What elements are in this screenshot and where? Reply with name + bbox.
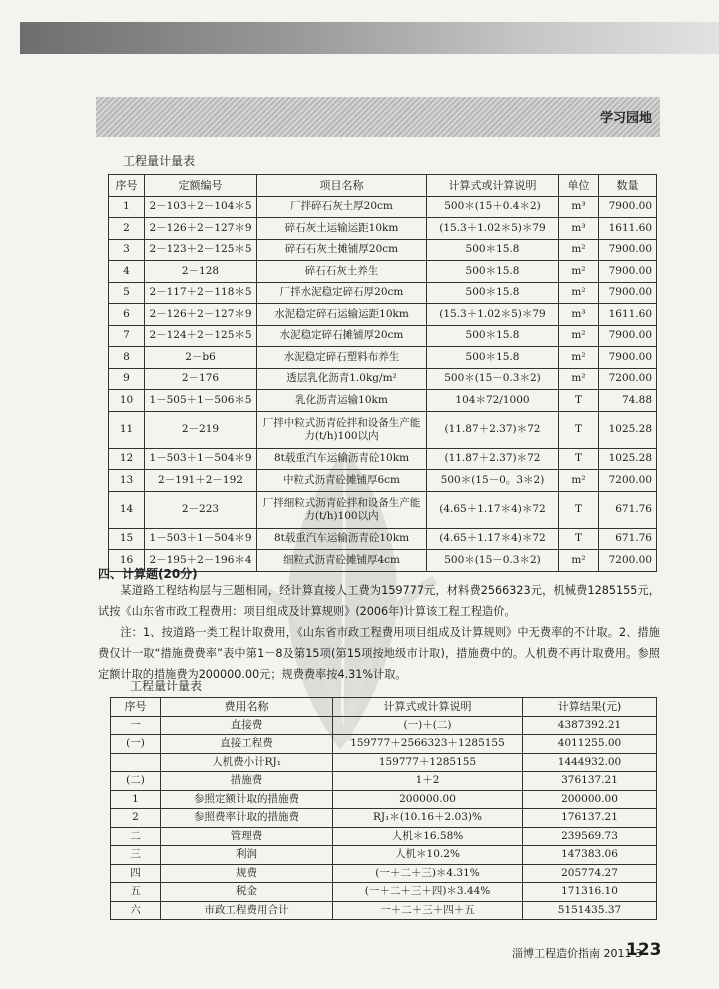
quantity: 7900.00 [599,239,657,261]
quantity: 7200.00 [599,470,657,492]
row-number: 1 [109,196,145,218]
section-heading: 四、计算题(20分) [98,567,198,581]
column-header: 序号 [111,698,161,717]
cost-name: 管理费 [161,827,333,846]
table-row [109,491,657,528]
column-header: 计算结果(元) [523,698,657,717]
formula: 500＊15.8 [427,239,559,261]
table-row [111,901,657,920]
row-number: 四 [111,864,161,883]
table-row [109,282,657,304]
quota-code: 2－219 [145,411,257,448]
table-row [111,735,657,754]
table-row [111,809,657,828]
unit: m² [559,470,599,492]
row-number: 12 [109,448,145,470]
row-number: (一) [111,735,161,754]
table-row [111,883,657,902]
formula: (11.87＋2.37)＊72 [427,411,559,448]
table-row [109,325,657,347]
quota-code: 2－b6 [145,347,257,369]
item-name: 水泥稳定碎石塑料布养生 [257,347,427,369]
result: 4387392.21 [523,716,657,735]
top-gray-band [20,22,719,54]
table-row [109,411,657,448]
cost-name: 税金 [161,883,333,902]
quota-code: 2－126＋2－127＊9 [145,218,257,240]
result: 171316.10 [523,883,657,902]
unit: m² [559,550,599,572]
quantity: 1025.28 [599,411,657,448]
table-row [111,753,657,772]
unit: m³ [559,196,599,218]
problem-paragraph: 某道路工程结构层与三题相同，经计算直接人工费为159777元，材料费2566323元，机械费1285155元，试按《山东省市政工程费用：项目组成及计算规则》(2006年)计算该工程工程造价。 [98,584,660,618]
quantity: 74.88 [599,390,657,412]
table-row [109,368,657,390]
quota-code: 2－191＋2－192 [145,470,257,492]
result: 1444932.00 [523,753,657,772]
row-number [111,753,161,772]
result: 4011255.00 [523,735,657,754]
quota-code: 2－176 [145,368,257,390]
item-name: 碎石石灰土养生 [257,261,427,283]
unit: m² [559,347,599,369]
result: 176137.21 [523,809,657,828]
row-number: 五 [111,883,161,902]
unit: m² [559,282,599,304]
item-name: 乳化沥青运输10km [257,390,427,412]
quantity: 7200.00 [599,368,657,390]
row-number: 三 [111,846,161,865]
column-header: 定额编号 [145,175,257,197]
result: 376137.21 [523,772,657,791]
row-number: 15 [109,528,145,550]
column-header: 项目名称 [257,175,427,197]
row-number: 5 [109,282,145,304]
cost-name: 措施费 [161,772,333,791]
item-name: 厂拌水泥稳定碎石厚20cm [257,282,427,304]
formula: (15.3＋1.02＊5)＊79 [427,218,559,240]
unit: m² [559,261,599,283]
result: 200000.00 [523,790,657,809]
formula: 人机＊10.2% [333,846,523,865]
section-header-band [96,97,660,137]
table-row [111,716,657,735]
unit: T [559,390,599,412]
formula: 500＊15.8 [427,261,559,283]
journal-footer: 淄博工程造价指南 2011·3 [512,947,642,960]
table-row [111,790,657,809]
table-row [109,196,657,218]
unit: m³ [559,304,599,326]
quantity-table [108,174,657,572]
page-number: 123 [626,940,662,960]
quota-code: 2－126＋2－127＊9 [145,304,257,326]
quantity: 7900.00 [599,261,657,283]
quota-code: 1－503＋1－504＊9 [145,448,257,470]
quota-code: 2－223 [145,491,257,528]
item-name: 细粒式沥青砼摊铺厚4cm [257,550,427,572]
table-row [109,390,657,412]
row-number: 一 [111,716,161,735]
quota-code: 2－124＋2－125＊5 [145,325,257,347]
cost-name: 参照费率计取的措施费 [161,809,333,828]
table-row [111,772,657,791]
formula: 500＊(15－0.3＊2) [427,368,559,390]
row-number: 9 [109,368,145,390]
table-row [109,239,657,261]
formula: (4.65＋1.17＊4)＊72 [427,491,559,528]
quantity: 7900.00 [599,282,657,304]
formula: 500＊(15－0。3＊2) [427,470,559,492]
row-number: 11 [109,411,145,448]
cost-name: 参照定额计取的措施费 [161,790,333,809]
result: 5151435.37 [523,901,657,920]
formula: 104＊72/1000 [427,390,559,412]
formula: 500＊(15＋0.4＊2) [427,196,559,218]
formula: (11.87＋2.37)＊72 [427,448,559,470]
unit: m² [559,239,599,261]
column-header: 计算式或计算说明 [427,175,559,197]
column-header: 单位 [559,175,599,197]
formula: 200000.00 [333,790,523,809]
quantity: 1025.28 [599,448,657,470]
table-row [109,261,657,283]
formula: (15.3＋1.02＊5)＊79 [427,304,559,326]
row-number: 4 [109,261,145,283]
item-name: 8t载重汽车运输沥青砼10km [257,448,427,470]
unit: T [559,528,599,550]
formula: (一)＋(二) [333,716,523,735]
unit: m² [559,325,599,347]
table-row [109,448,657,470]
unit: m² [559,368,599,390]
formula: 一＋二＋三＋四＋五 [333,901,523,920]
row-number: 16 [109,550,145,572]
table-row [109,347,657,369]
formula: 1＋2 [333,772,523,791]
table-row [111,864,657,883]
quota-code: 2－195＋2－196＊4 [145,550,257,572]
formula: 159777＋1285155 [333,753,523,772]
quota-code: 2－128 [145,261,257,283]
cost-table [110,697,657,920]
cost-name: 市政工程费用合计 [161,901,333,920]
result: 147383.06 [523,846,657,865]
row-number: 10 [109,390,145,412]
cost-name: 人机费小计RJ₁ [161,753,333,772]
table-row [109,470,657,492]
quantity: 1611.60 [599,218,657,240]
row-number: 二 [111,827,161,846]
quantity: 671.76 [599,528,657,550]
row-number: 6 [109,304,145,326]
item-name: 8t载重汽车运输沥青砼10km [257,528,427,550]
table-row [111,846,657,865]
cost-name: 直接工程费 [161,735,333,754]
unit: m³ [559,218,599,240]
quantity: 671.76 [599,491,657,528]
quantity: 7200.00 [599,550,657,572]
result: 239569.73 [523,827,657,846]
quantity: 7900.00 [599,196,657,218]
row-number: 2 [111,809,161,828]
item-name: 碎石石灰土摊铺厚20cm [257,239,427,261]
table-row [109,304,657,326]
row-number: 14 [109,491,145,528]
table1-caption: 工程量计量表 [123,154,196,168]
quantity: 7900.00 [599,325,657,347]
row-number: 13 [109,470,145,492]
quota-code: 2－117＋2－118＊5 [145,282,257,304]
row-number: 8 [109,347,145,369]
table-header-row [109,175,657,197]
result: 205774.27 [523,864,657,883]
formula: 500＊(15－0.3＊2) [427,550,559,572]
item-name: 透层乳化沥青1.0kg/m² [257,368,427,390]
formula: 159777＋2566323＋1285155 [333,735,523,754]
item-name: 中粒式沥青砼摊铺厚6cm [257,470,427,492]
formula: 人机＊16.58% [333,827,523,846]
formula: 500＊15.8 [427,347,559,369]
table2-caption: 工程量计量表 [130,679,203,693]
item-name: 厂拌中粒式沥青砼拌和设备生产能力(t/h)100以内 [257,411,427,448]
cost-name: 规费 [161,864,333,883]
column-header: 序号 [109,175,145,197]
note-paragraph: 注：1、按道路一类工程计取费用，《山东省市政工程费用项目组成及计算规则》中无费率的不计取。2、措施费仅计一取“措施费费率”表中第1－8及第15项(第15项按地级市计取)，措施费中的。人机费不再计取费用。参照定额计取的措施费为200000.00元；规费费率按4.31%计取。 [98,626,660,681]
column-header: 费用名称 [161,698,333,717]
quantity: 7900.00 [599,347,657,369]
formula: RJ₁＊(10.16＋2.03)% [333,809,523,828]
row-number: (二) [111,772,161,791]
unit: T [559,448,599,470]
table-row [109,218,657,240]
column-header: 数量 [599,175,657,197]
formula: (4.65＋1.17＊4)＊72 [427,528,559,550]
row-number: 六 [111,901,161,920]
quantity: 1611.60 [599,304,657,326]
item-name: 水泥稳定碎石运输运距10km [257,304,427,326]
cost-name: 直接费 [161,716,333,735]
unit: T [559,491,599,528]
cost-name: 利润 [161,846,333,865]
unit: T [559,411,599,448]
formula: (一＋二＋三＋四)＊3.44% [333,883,523,902]
quota-code: 1－505＋1－506＊5 [145,390,257,412]
row-number: 7 [109,325,145,347]
table-row [109,528,657,550]
column-header: 计算式或计算说明 [333,698,523,717]
row-number: 2 [109,218,145,240]
row-number: 1 [111,790,161,809]
formula: 500＊15.8 [427,282,559,304]
formula: (一＋二＋三)＊4.31% [333,864,523,883]
section-label: 学习园地 [599,111,652,126]
table-header-row [111,698,657,717]
formula: 500＊15.8 [427,325,559,347]
item-name: 碎石灰土运输运距10km [257,218,427,240]
row-number: 3 [109,239,145,261]
quota-code: 2－103＋2－104＊5 [145,196,257,218]
quota-code: 1－503＋1－504＊9 [145,528,257,550]
quota-code: 2－123＋2－125＊5 [145,239,257,261]
table-row [111,827,657,846]
item-name: 水泥稳定碎石摊铺厚20cm [257,325,427,347]
item-name: 厂拌细粒式沥青砼拌和设备生产能力(t/h)100以内 [257,491,427,528]
item-name: 厂拌碎石灰土厚20cm [257,196,427,218]
